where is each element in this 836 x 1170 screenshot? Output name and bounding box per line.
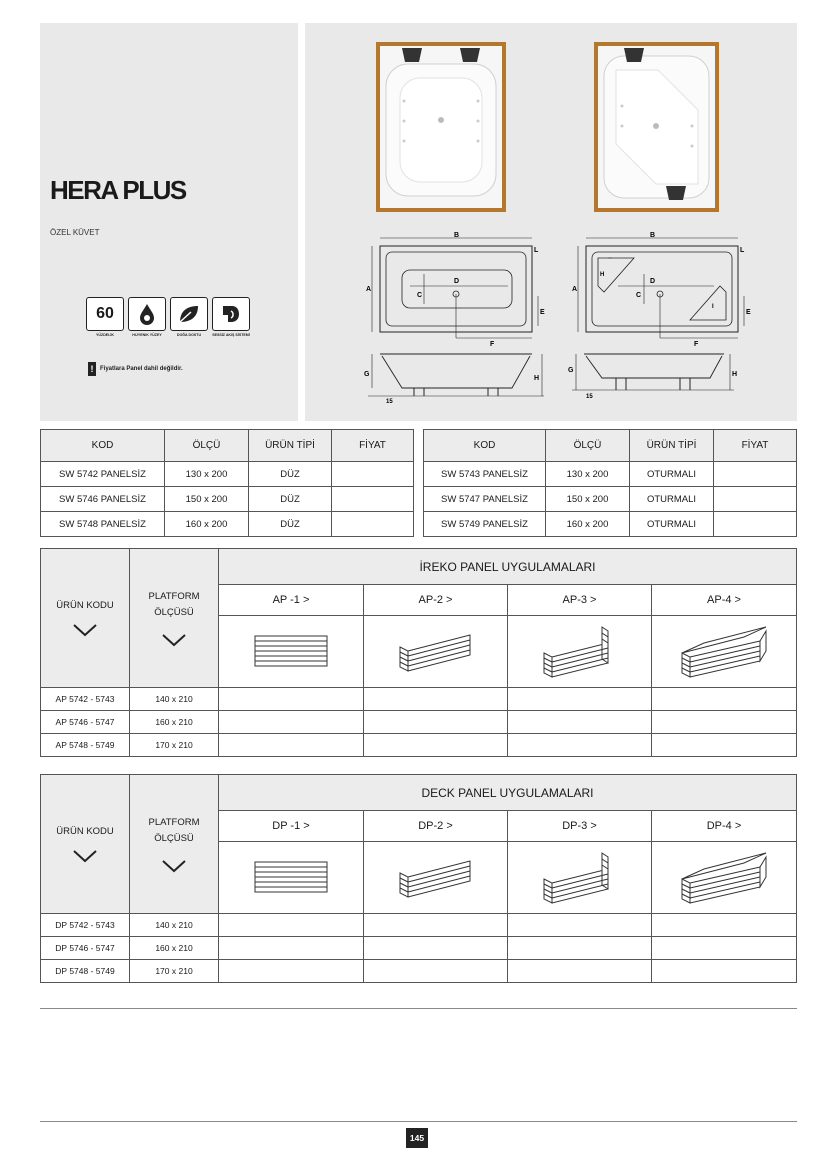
cell-olcu: 130 x 200 bbox=[165, 462, 249, 487]
table-row bbox=[41, 937, 797, 960]
table-row bbox=[41, 462, 414, 487]
panel-u-shape-icon bbox=[542, 849, 618, 905]
col-header-code bbox=[41, 775, 130, 914]
product-photo-flat bbox=[376, 42, 506, 212]
cell-size: 160 x 210 bbox=[130, 711, 219, 734]
cell-kod: SW 5746 PANELSİZ bbox=[41, 487, 165, 512]
cell-tip: DÜZ bbox=[249, 512, 332, 537]
table-row bbox=[41, 688, 797, 711]
col-header-platform-text: PLATFORM ÖLÇÜSÜ bbox=[148, 591, 200, 618]
cell-dp3 bbox=[508, 937, 652, 960]
col-header-kod: KOD bbox=[41, 430, 165, 462]
col-header-tip: ÜRÜN TİPİ bbox=[249, 430, 332, 462]
dim-label-l: L bbox=[740, 247, 745, 254]
cell-ap2 bbox=[364, 734, 508, 757]
dim-label-foot: 15 bbox=[386, 399, 393, 405]
deck-title: DECK PANEL UYGULAMALARI bbox=[219, 775, 797, 811]
side-view-flat-drawing bbox=[358, 348, 550, 408]
panel-image-cell bbox=[508, 616, 652, 688]
cell-olcu: 160 x 200 bbox=[546, 512, 630, 537]
acoustic-icon bbox=[212, 297, 250, 331]
dim-label-e: E bbox=[746, 309, 751, 316]
panel-note bbox=[88, 362, 183, 376]
dim-label-g: G bbox=[364, 371, 370, 378]
cell-dp2 bbox=[364, 960, 508, 983]
cell-ap2 bbox=[364, 688, 508, 711]
panel-image-cell bbox=[364, 842, 508, 914]
option-ap1: AP -1 > bbox=[219, 585, 364, 616]
cell-tip: OTURMALI bbox=[630, 512, 714, 537]
option-ap4: AP-4 > bbox=[652, 585, 797, 616]
cell-olcu: 160 x 200 bbox=[165, 512, 249, 537]
option-dp4: DP-4 > bbox=[652, 811, 797, 842]
table-row bbox=[41, 914, 797, 937]
panel-front-icon bbox=[254, 635, 328, 667]
cell-olcu: 130 x 200 bbox=[546, 462, 630, 487]
cell-code: AP 5748 - 5749 bbox=[41, 734, 130, 757]
warranty-value: 60 bbox=[96, 305, 114, 322]
cell-dp1 bbox=[219, 937, 364, 960]
panel-l-shape-icon bbox=[398, 855, 474, 899]
dim-label-c: C bbox=[636, 292, 642, 299]
option-ap3: AP-3 > bbox=[508, 585, 652, 616]
table-header-row bbox=[41, 430, 414, 462]
eco-leaf-icon bbox=[170, 297, 208, 331]
cell-tip: OTURMALI bbox=[630, 462, 714, 487]
table-row bbox=[424, 512, 797, 537]
page-number: 145 bbox=[406, 1128, 428, 1148]
cell-code: AP 5746 - 5747 bbox=[41, 711, 130, 734]
dim-label-e: E bbox=[540, 309, 545, 316]
dim-label-a: A bbox=[572, 286, 578, 293]
cell-code: AP 5742 - 5743 bbox=[41, 688, 130, 711]
chevron-down-icon bbox=[72, 623, 98, 637]
cell-dp4 bbox=[652, 960, 797, 983]
cell-dp1 bbox=[219, 960, 364, 983]
col-header-olcu: ÖLÇÜ bbox=[165, 430, 249, 462]
table-row bbox=[41, 512, 414, 537]
cell-tip: DÜZ bbox=[249, 462, 332, 487]
product-subtitle: ÖZEL KÜVET bbox=[50, 228, 100, 237]
dim-label-h: H bbox=[534, 375, 540, 382]
table-row bbox=[41, 734, 797, 757]
dim-label-b: B bbox=[454, 232, 460, 239]
panel-image-cell bbox=[364, 616, 508, 688]
footer-line bbox=[40, 1121, 797, 1122]
feature-warranty bbox=[86, 297, 124, 337]
dim-label-g: G bbox=[568, 367, 574, 374]
cell-ap4 bbox=[652, 711, 797, 734]
col-header-platform bbox=[130, 549, 219, 688]
note-text: Fiyatlara Panel dahil değildir. bbox=[100, 366, 183, 372]
cell-code: DP 5746 - 5747 bbox=[41, 937, 130, 960]
deck-panel-table bbox=[40, 774, 797, 983]
cell-fiyat bbox=[332, 487, 414, 512]
cell-dp2 bbox=[364, 937, 508, 960]
col-header-fiyat: FİYAT bbox=[332, 430, 414, 462]
cell-tip: OTURMALI bbox=[630, 487, 714, 512]
cell-kod: SW 5742 PANELSİZ bbox=[41, 462, 165, 487]
cell-fiyat bbox=[714, 487, 797, 512]
cell-code: DP 5742 - 5743 bbox=[41, 914, 130, 937]
feature-acoustic bbox=[212, 297, 250, 337]
cell-size: 170 x 210 bbox=[130, 960, 219, 983]
option-ap2: AP-2 > bbox=[364, 585, 508, 616]
col-header-platform bbox=[130, 775, 219, 914]
col-header-code-text: ÜRÜN KODU bbox=[56, 599, 114, 611]
chevron-down-icon bbox=[72, 849, 98, 863]
chevron-down-icon bbox=[161, 859, 187, 873]
cell-ap2 bbox=[364, 711, 508, 734]
cell-ap4 bbox=[652, 734, 797, 757]
dim-label-a: A bbox=[366, 286, 372, 293]
cell-kod: SW 5748 PANELSİZ bbox=[41, 512, 165, 537]
product-photo-seated bbox=[594, 42, 719, 212]
feature-eco bbox=[170, 297, 208, 337]
col-header-code-text: ÜRÜN KODU bbox=[56, 825, 114, 837]
divider-line bbox=[40, 1008, 797, 1009]
cell-olcu: 150 x 200 bbox=[165, 487, 249, 512]
dim-label-c: C bbox=[417, 292, 423, 299]
60-months-warranty-icon bbox=[86, 297, 124, 331]
product-title: HERA PLUS bbox=[50, 175, 186, 205]
dim-label-h: H bbox=[600, 272, 605, 278]
cell-fiyat bbox=[714, 512, 797, 537]
cell-size: 140 x 210 bbox=[130, 914, 219, 937]
cell-ap3 bbox=[508, 711, 652, 734]
top-view-seated-drawing bbox=[564, 228, 756, 348]
cell-ap1 bbox=[219, 734, 364, 757]
col-header-fiyat: FİYAT bbox=[714, 430, 797, 462]
warning-icon: ! bbox=[88, 362, 96, 376]
cell-ap3 bbox=[508, 688, 652, 711]
panel-image-cell bbox=[219, 842, 364, 914]
dim-label-f: F bbox=[694, 341, 699, 348]
cell-size: 160 x 210 bbox=[130, 937, 219, 960]
table-row bbox=[41, 487, 414, 512]
chevron-down-icon bbox=[161, 633, 187, 647]
cell-code: DP 5748 - 5749 bbox=[41, 960, 130, 983]
dim-label-f: F bbox=[490, 341, 495, 348]
ireko-title: İREKO PANEL UYGULAMALARI bbox=[219, 549, 797, 585]
cell-olcu: 150 x 200 bbox=[546, 487, 630, 512]
dim-label-l: L bbox=[534, 247, 539, 254]
col-header-code bbox=[41, 549, 130, 688]
cell-ap1 bbox=[219, 688, 364, 711]
cell-ap3 bbox=[508, 734, 652, 757]
dim-label-d: D bbox=[454, 278, 460, 285]
panel-image-cell bbox=[652, 842, 797, 914]
feature-label: DOĞA DOSTU bbox=[176, 333, 202, 337]
cell-ap4 bbox=[652, 688, 797, 711]
panel-u-shape-icon bbox=[542, 623, 618, 679]
panel-box-icon bbox=[680, 623, 768, 679]
option-dp1: DP -1 > bbox=[219, 811, 364, 842]
cell-dp1 bbox=[219, 914, 364, 937]
table-header-row bbox=[424, 430, 797, 462]
dim-label-d: D bbox=[650, 278, 656, 285]
cell-dp4 bbox=[652, 914, 797, 937]
cell-dp3 bbox=[508, 914, 652, 937]
cell-fiyat bbox=[332, 462, 414, 487]
panel-l-shape-icon bbox=[398, 629, 474, 673]
table-row bbox=[424, 487, 797, 512]
cell-kod: SW 5747 PANELSİZ bbox=[424, 487, 546, 512]
price-table-flat bbox=[40, 429, 414, 537]
cell-fiyat bbox=[714, 462, 797, 487]
cell-ap1 bbox=[219, 711, 364, 734]
dim-label-foot: 15 bbox=[586, 394, 593, 400]
cell-dp2 bbox=[364, 914, 508, 937]
option-dp3: DP-3 > bbox=[508, 811, 652, 842]
panel-image-cell bbox=[652, 616, 797, 688]
panel-image-cell bbox=[508, 842, 652, 914]
col-header-tip: ÜRÜN TİPİ bbox=[630, 430, 714, 462]
hygiene-drop-icon bbox=[128, 297, 166, 331]
cell-size: 140 x 210 bbox=[130, 688, 219, 711]
cell-dp3 bbox=[508, 960, 652, 983]
dim-label-b: B bbox=[650, 232, 656, 239]
cell-size: 170 x 210 bbox=[130, 734, 219, 757]
col-header-olcu: ÖLÇÜ bbox=[546, 430, 630, 462]
ireko-panel-table bbox=[40, 548, 797, 757]
col-header-platform-text: PLATFORM ÖLÇÜSÜ bbox=[148, 817, 200, 844]
cell-kod: SW 5749 PANELSİZ bbox=[424, 512, 546, 537]
panel-box-icon bbox=[680, 849, 768, 905]
cell-tip: DÜZ bbox=[249, 487, 332, 512]
feature-label: SESSİZ AKIŞ SİSTEMİ bbox=[212, 333, 250, 337]
cell-fiyat bbox=[332, 512, 414, 537]
side-view-seated-drawing bbox=[564, 348, 756, 408]
price-table-seated bbox=[423, 429, 797, 537]
cell-kod: SW 5743 PANELSİZ bbox=[424, 462, 546, 487]
feature-label: YÜZDELİK bbox=[96, 333, 114, 337]
dim-label-h: H bbox=[732, 371, 738, 378]
table-row bbox=[41, 960, 797, 983]
option-dp2: DP-2 > bbox=[364, 811, 508, 842]
table-row bbox=[41, 711, 797, 734]
panel-front-icon bbox=[254, 861, 328, 893]
feature-label: HIJYENIK YÜZEY bbox=[132, 333, 162, 337]
panel-image-cell bbox=[219, 616, 364, 688]
col-header-kod: KOD bbox=[424, 430, 546, 462]
feature-hygiene bbox=[128, 297, 166, 337]
table-row bbox=[424, 462, 797, 487]
dim-label-i: I bbox=[712, 304, 714, 310]
top-view-flat-drawing bbox=[358, 228, 550, 348]
cell-dp4 bbox=[652, 937, 797, 960]
